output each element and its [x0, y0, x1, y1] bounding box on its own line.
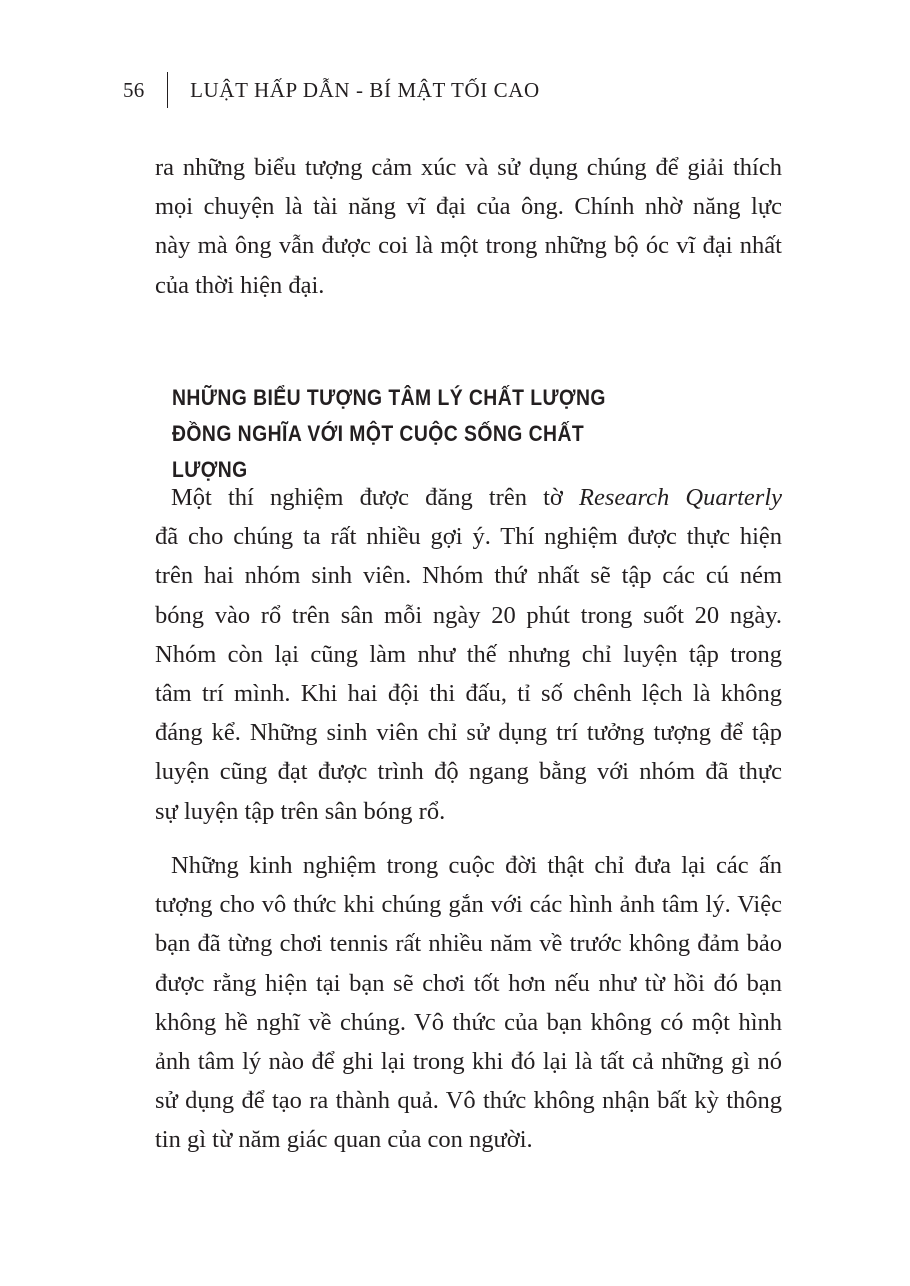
book-title: LUẬT HẤP DẪN - BÍ MẬT TỐI CAO	[190, 77, 540, 102]
text-line: của thời hiện đại.	[155, 271, 325, 299]
text-line: ra những biểu tượng cảm xúc và sử dụng chúng để giải thích	[155, 154, 782, 181]
text-line: ảnh tâm lý nào để ghi lại trong khi đó lại là tất cả những gì nó	[155, 1048, 782, 1076]
journal-name: Research Quarterly	[579, 484, 783, 511]
header-divider	[167, 72, 169, 108]
text-line: không hề nghĩ về chúng. Vô thức của bạn không có một hình	[155, 1008, 782, 1036]
text-line: tượng cho vô thức khi chúng gắn với các hình ảnh tâm lý. Việc	[155, 891, 782, 919]
text-line: sự luyện tập trên sân bóng rổ.	[155, 797, 446, 825]
section-heading-line-2: ĐỒNG NGHĨA VỚI MỘT CUỘC SỐNG CHẤT LƯỢNG	[172, 421, 585, 482]
page-number: 56	[123, 77, 145, 102]
paragraph-experience	[155, 846, 782, 1160]
text-line: này mà ông vẫn được coi là một trong những bộ óc vĩ đại nhất	[155, 232, 782, 260]
text-line-first	[155, 478, 782, 517]
section-heading-line-1: NHỮNG BIỂU TƯỢNG TÂM LÝ CHẤT LƯỢNG	[172, 385, 606, 410]
text-line: bóng vào rổ trên sân mỗi ngày 20 phút trong suốt 20 ngày.	[155, 601, 782, 629]
first-line-text: Một thí nghiệm được đăng trên tờ	[171, 484, 563, 511]
text-line: được rằng hiện tại bạn sẽ chơi tốt hơn nếu như từ hồi đó bạn	[155, 969, 782, 997]
text-line: bạn đã từng chơi tennis rất nhiều năm về trước không đảm bảo	[155, 930, 782, 958]
text-line: đã cho chúng ta rất nhiều gợi ý. Thí nghiệm được thực hiện	[155, 523, 782, 551]
running-header	[123, 72, 540, 108]
text-line: luyện cũng đạt được trình độ ngang bằng với nhóm đã thực	[155, 758, 782, 786]
text-line: sử dụng để tạo ra thành quả. Vô thức không nhận bất kỳ thông	[155, 1087, 782, 1115]
text-line: mọi chuyện là tài năng vĩ đại của ông. Chính nhờ năng lực	[155, 193, 782, 221]
text-line: Nhóm còn lại cũng làm như thế nhưng chỉ luyện tập trong	[155, 640, 782, 668]
section-heading	[172, 380, 665, 488]
text-line: tâm trí mình. Khi hai đội thi đấu, tỉ số chênh lệch là không	[155, 680, 782, 708]
text-line: tin gì từ năm giác quan của con người.	[155, 1126, 533, 1154]
text-line: đáng kể. Những sinh viên chỉ sử dụng trí tưởng tượng để tập	[155, 719, 782, 747]
paragraph-experiment	[155, 478, 782, 831]
text-line: trên hai nhóm sinh viên. Nhóm thứ nhất sẽ tập các cú ném	[155, 562, 782, 590]
intro-paragraph	[155, 148, 782, 305]
text-line: Những kinh nghiệm trong cuộc đời thật chỉ đưa lại các ấn	[171, 852, 782, 879]
